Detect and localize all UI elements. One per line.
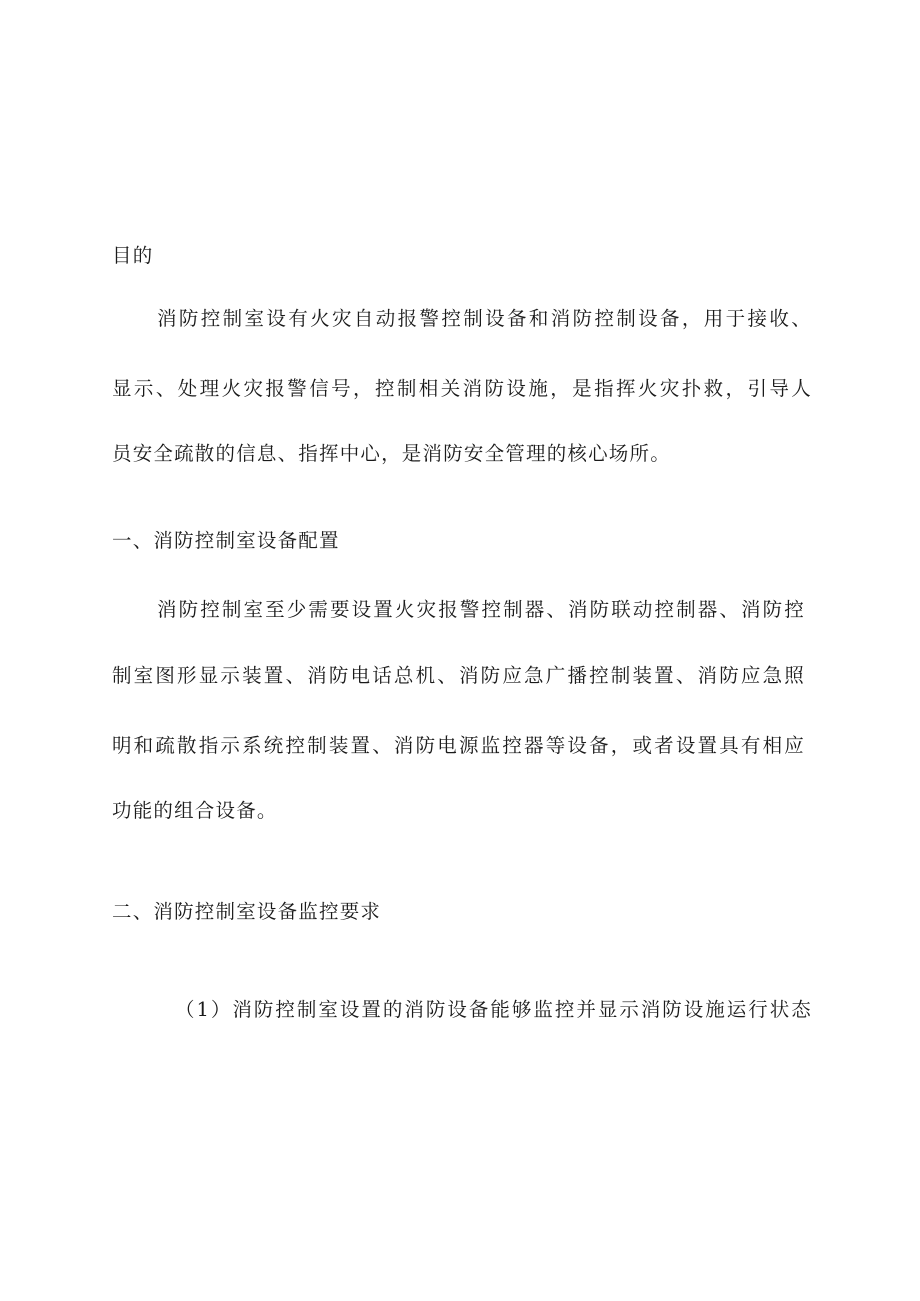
section-1-heading: 一、消防控制室设备配置 [112, 529, 340, 552]
purpose-heading: 目的 [112, 244, 154, 267]
section-2-item-1: （1）消防控制室设置的消防设备能够监控并显示消防设施运行状态 [175, 998, 812, 1021]
section-1-paragraph-line-4: 功能的组合设备。 [112, 799, 278, 822]
section-2-heading: 二、消防控制室设备监控要求 [112, 900, 382, 923]
purpose-paragraph-line-2: 显示、处理火灾报警信号，控制相关消防设施，是指挥火灾扑救，引导人 [112, 377, 812, 400]
section-1-paragraph-line-3: 明和疏散指示系统控制装置、消防电源监控器等设备，或者设置具有相应 [112, 734, 805, 757]
purpose-paragraph-line-3: 员安全疏散的信息、指挥中心，是消防安全管理的核心场所。 [112, 442, 671, 465]
section-1-paragraph-line-1: 消防控制室至少需要设置火灾报警控制器、消防联动控制器、消防控 [157, 598, 805, 621]
section-1-paragraph-line-2: 制室图形显示装置、消防电话总机、消防应急广播控制装置、消防应急照 [112, 664, 805, 687]
purpose-paragraph-line-1: 消防控制室设有火灾自动报警控制设备和消防控制设备，用于接收、 [157, 307, 812, 330]
